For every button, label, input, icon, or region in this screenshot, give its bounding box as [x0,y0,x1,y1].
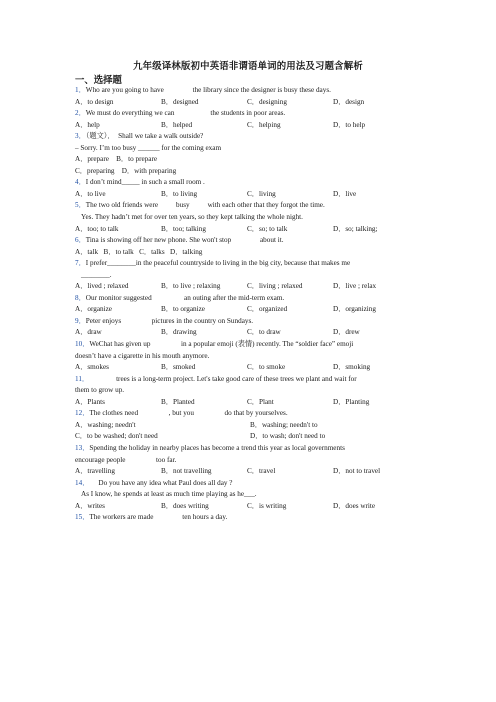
options-2: A．help B．helped C．helping D．to help [75,120,366,129]
question-7: 7．I prefer________in the peaceful countryside to living in the big city, because that makes me [75,259,351,268]
options-7: A．lived ; relaxed B．to live ; relaxing C．living ; relaxed D．live ; relax [75,282,377,291]
options-3a: A．prepare B．to prepare [75,155,158,164]
options-11: A．Plants B．Planted C．Plant D．Planting [75,397,370,406]
question-list [75,85,431,524]
document-title: 九年级译林版初中英语非谓语单词的用法及习题含解析 [133,62,363,72]
question-13-line-2: encourage people too far. [75,455,177,464]
options-12b: C．to be washed; don't need D．to wash; don't need to [75,432,326,441]
options-14: A．writes B．does writing C．is writing D．does write [75,501,376,510]
question-15: 15．The workers are made ten hours a day. [75,513,228,522]
options-8: A．organize B．to organize C．organized D．organizing [75,305,376,314]
options-1: A．to design B．designed C．designing D．design [75,97,365,106]
question-9: 9．Peter enjoys pictures in the country on Sundays. [75,316,254,325]
options-3b: C．preparing D．with preparing [75,166,177,175]
question-2: 2．We must do everything we can the students in poor areas. [75,109,286,118]
question-5-line-2: Yes. They hadn’t met for over ten years, so they kept talking the whole night. [81,213,303,222]
question-6: 6．Tina is showing off her new phone. She won't stop about it. [75,236,284,245]
question-3-line-2: – Sorry. I’m too busy ______ for the coming exam [75,143,222,152]
question-8: 8．Our monitor suggested an outing after the mid-term exam. [75,293,285,302]
options-13: A．travelling B．not travelling C．travel D．not to travel [75,467,381,476]
options-9: A．draw B．drawing C．to draw D．drew [75,328,360,337]
question-7-line-2: ________. [81,270,112,279]
options-4: A．to live B．to living C．living D．live [75,189,357,198]
question-12: 12．The clothes need , but you do that by yourselves. [75,409,288,418]
question-4: 4．I don’t mind_____ in such a small room . [75,178,205,187]
question-1: 1．Who are you going to have the library since the designer is busy these days. [75,86,331,94]
section-heading: 一、选择题 [75,76,122,86]
question-14-line-2: As I know, he spends at least as much time playing as he___. [81,490,257,499]
question-13: 13．Spending the holiday in nearby places has become a trend this year as local governments [75,443,345,452]
question-10: 10．WeChat has given up in a popular emoji (表情) recently. The “soldier face” emoji [75,340,354,349]
question-3: 3．（题文）． Shall we take a walk outside? [75,132,204,141]
question-11-line-2: them to grow up. [75,386,125,395]
options-10: A．smokes B．smoked C．to smoke D．smoking [75,363,371,372]
question-14: 14． Do you have any idea what Paul does all day ? [75,478,233,487]
options-5: A．too; to talk B．too; talking C．so; to talk D．so; talking; [75,224,378,233]
question-5: 5．The two old friends were busy with each other that they forgot the time. [75,201,325,210]
options-6: A．talk B．to talk C．talks D．talking [75,247,203,256]
question-11: 11． trees is a long-term project. Let's take good care of these trees we plant and wait for [75,374,357,383]
question-10-line-2: doesn’t have a cigarette in his mouth anymore. [75,351,210,360]
options-12a: A．washing; needn't B．washing; needn't to [75,420,318,429]
